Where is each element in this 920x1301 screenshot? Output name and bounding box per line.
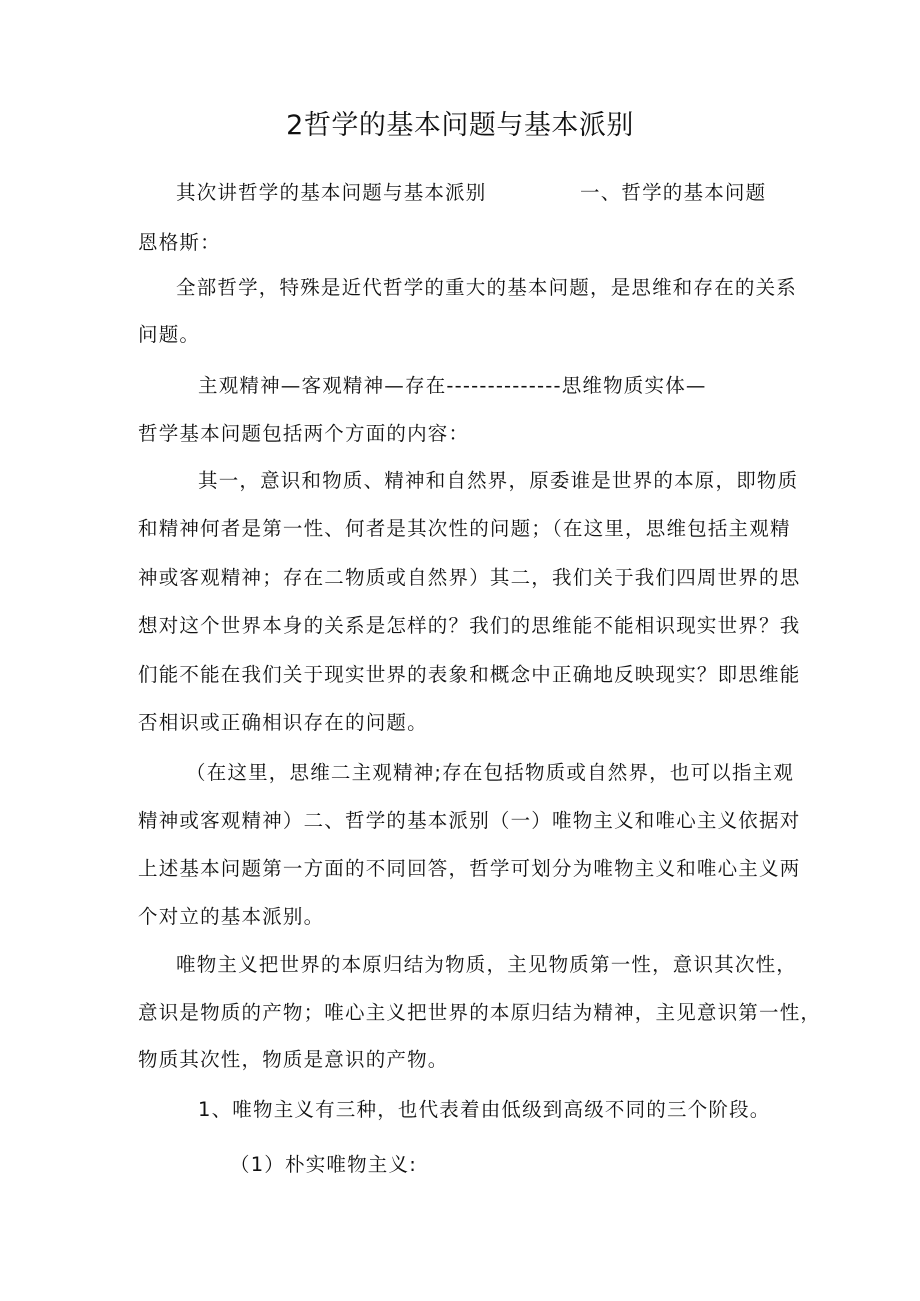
- list-item: 1、唯物主义有三种，也代表着由低级到高级不同的三个阶段。: [198, 1098, 771, 1121]
- text-line: 唯物主义把世界的本原归结为物质，主见物质第一性，意识其次性，: [176, 953, 798, 976]
- text-line: 其次讲哲学的基本问题与基本派别: [176, 181, 487, 204]
- text-line: 全部哲学，特殊是近代哲学的重大的基本问题，是思维和存在的关系: [176, 276, 798, 299]
- text-line: 哲学基本问题包括两个方面的内容：: [138, 422, 470, 445]
- text-line: 神或客观精神；存在二物质或自然界）其二，我们关于我们四周世界的思: [138, 566, 801, 589]
- document-title: 2哲学的基本问题与基本派别: [286, 110, 634, 141]
- text-line: 主观精神—客观精神—存在--------------思维物质实体—: [198, 374, 707, 397]
- text-line: 物质其次性，物质是意识的产物。: [138, 1048, 449, 1071]
- text-line: 意识是物质的产物；唯心主义把世界的本原归结为精神，主见意识第一性，: [138, 1001, 822, 1024]
- text-line: 否相识或正确相识存在的问题。: [138, 711, 428, 734]
- list-item: （1）朴实唯物主义:: [230, 1153, 417, 1176]
- text-line: 其一，意识和物质、精神和自然界，原委谁是世界的本原，即物质: [198, 469, 799, 492]
- section-heading: 一、哲学的基本问题: [580, 181, 767, 204]
- text-line: 问题。: [138, 323, 201, 346]
- text-line: 们能不能在我们关于现实世界的表象和概念中正确地反映现实？即思维能: [138, 663, 801, 686]
- text-line: 上述基本问题第一方面的不同回答，哲学可划分为唯物主义和唯心主义两: [138, 857, 801, 880]
- text-line: 恩格斯：: [138, 231, 221, 254]
- text-line: （在这里，思维二主观精神;存在包括物质或自然界，也可以指主观: [186, 761, 795, 784]
- text-line: 个对立的基本派别。: [138, 905, 325, 928]
- text-line: 想对这个世界本身的关系是怎样的？我们的思维能不能相识现实世界？我: [138, 614, 801, 637]
- text-line: 和精神何者是第一性、何者是其次性的问题；（在这里，思维包括主观精: [138, 517, 791, 540]
- text-line: 精神或客观精神）二、哲学的基本派别（一）唯物主义和唯心主义依据对: [138, 809, 801, 832]
